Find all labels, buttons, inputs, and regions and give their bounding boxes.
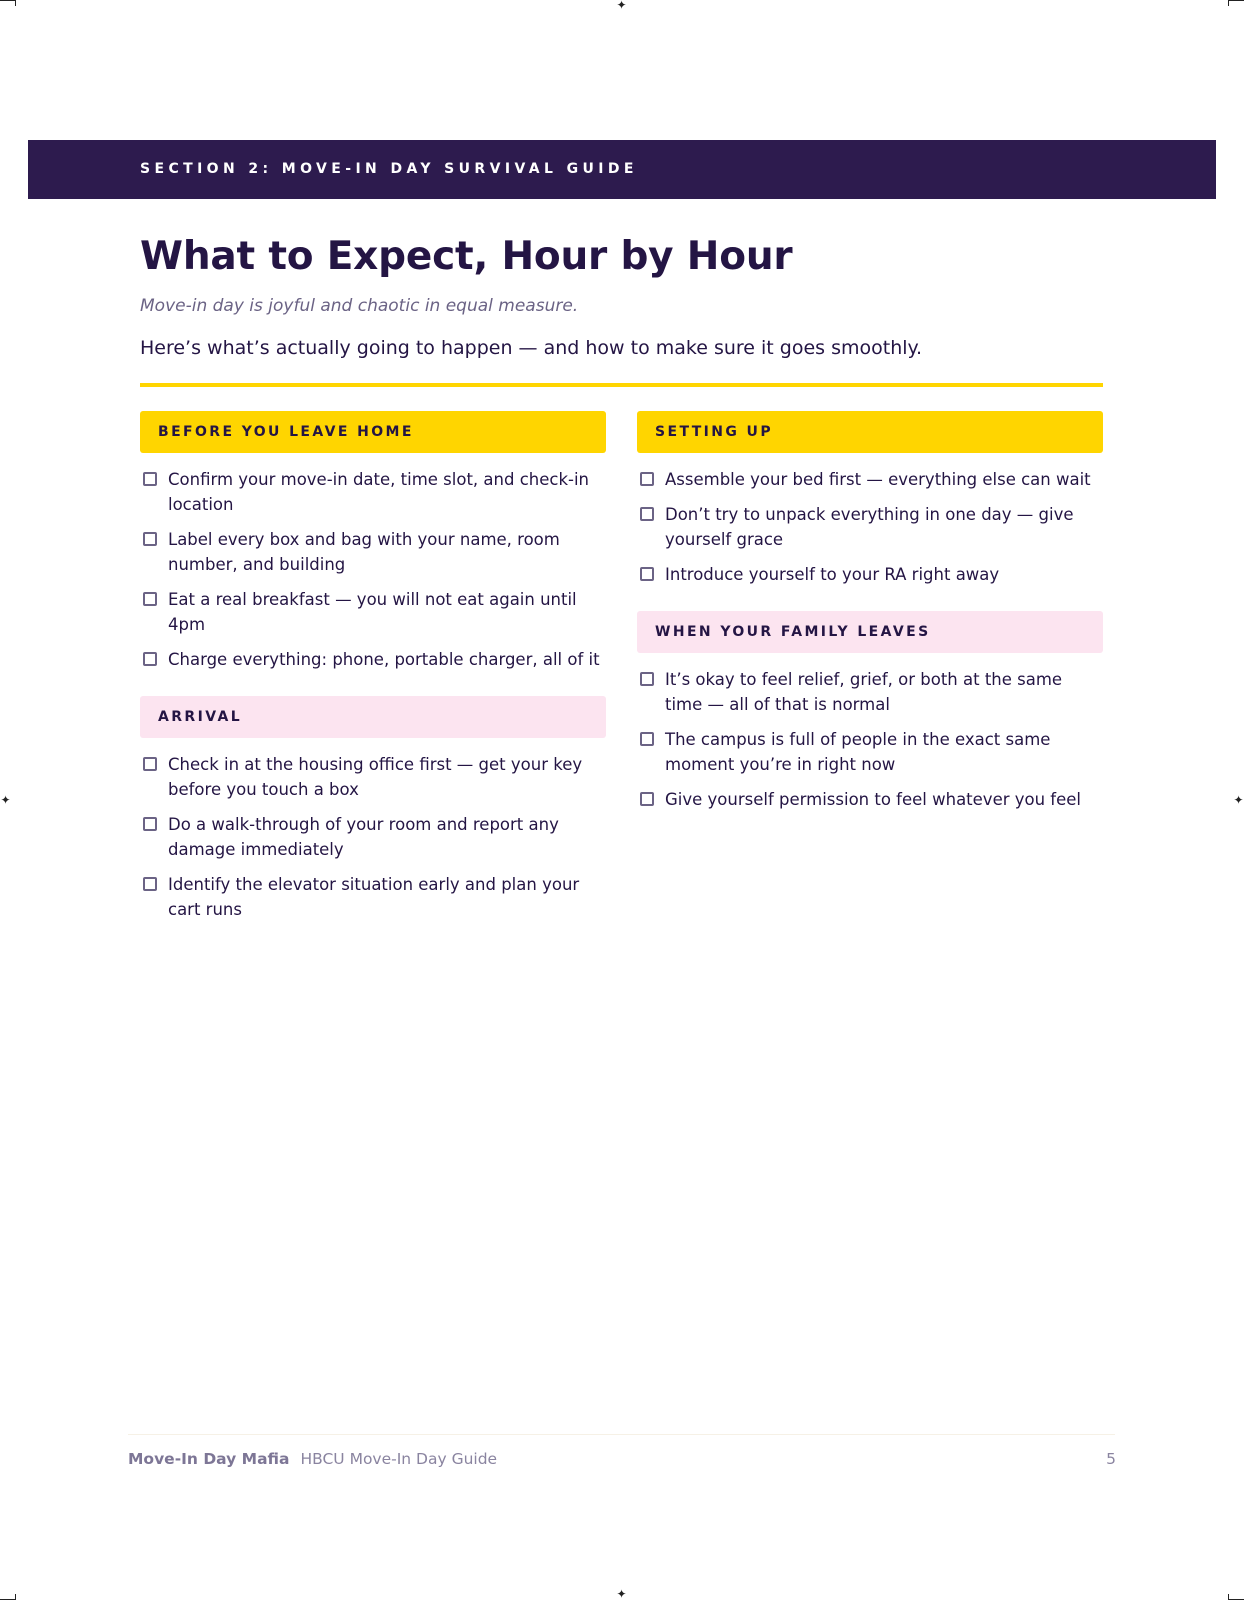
right-column bbox=[637, 411, 1103, 836]
checklist-item-text: Identify the elevator situation early and plan your cart runs bbox=[168, 875, 580, 919]
checklist-item-text: Check in at the housing office first — get your key before you touch a box bbox=[168, 755, 583, 799]
footer bbox=[128, 1450, 497, 1468]
checkbox-icon[interactable] bbox=[143, 592, 157, 606]
divider bbox=[140, 383, 1103, 387]
checkbox-icon[interactable] bbox=[640, 792, 654, 806]
checklist-item-text: Give yourself permission to feel whatever you feel bbox=[665, 790, 1082, 809]
registration-mark-icon: ✦ bbox=[616, 1587, 627, 1600]
checklist-before-you-leave bbox=[140, 467, 606, 672]
checklist-item bbox=[140, 587, 606, 637]
checklist-item-text: Label every box and bag with your name, room number, and building bbox=[168, 530, 560, 574]
crop-mark bbox=[15, 0, 16, 6]
checkbox-icon[interactable] bbox=[640, 472, 654, 486]
checklist-item-text: Eat a real breakfast — you will not eat again until 4pm bbox=[168, 590, 577, 634]
checkbox-icon[interactable] bbox=[640, 672, 654, 686]
checklist-item-text: Assemble your bed first — everything else can wait bbox=[665, 470, 1091, 489]
checklist-item-text: Introduce yourself to your RA right away bbox=[665, 565, 1000, 584]
checklist-item-text: The campus is full of people in the exact same moment you’re in right now bbox=[665, 730, 1051, 774]
checklist-item-text: Do a walk-through of your room and report any damage immediately bbox=[168, 815, 559, 859]
checkbox-icon[interactable] bbox=[640, 507, 654, 521]
registration-mark-icon: ✦ bbox=[616, 0, 627, 12]
crop-mark bbox=[15, 1594, 16, 1600]
checklist-family-leaves bbox=[637, 667, 1103, 812]
section-label: SECTION 2: MOVE-IN DAY SURVIVAL GUIDE bbox=[140, 161, 638, 177]
checklist-item bbox=[140, 872, 606, 922]
section-banner bbox=[28, 140, 1216, 199]
registration-mark-icon: ✦ bbox=[0, 793, 11, 807]
section-heading-arrival: ARRIVAL bbox=[140, 696, 606, 738]
crop-mark bbox=[1228, 1594, 1229, 1600]
checklist-item bbox=[140, 752, 606, 802]
checkbox-icon[interactable] bbox=[143, 877, 157, 891]
left-column bbox=[140, 411, 606, 946]
page-number: 5 bbox=[1106, 1450, 1116, 1468]
footer-brand: Move-In Day Mafia bbox=[128, 1450, 290, 1468]
checklist-item bbox=[140, 647, 606, 672]
checklist-arrival bbox=[140, 752, 606, 922]
page-subtitle: Move-in day is joyful and chaotic in equal measure. bbox=[140, 296, 579, 316]
checkbox-icon[interactable] bbox=[640, 567, 654, 581]
checklist-item bbox=[637, 562, 1103, 587]
checklist-item bbox=[637, 727, 1103, 777]
checklist-item bbox=[140, 527, 606, 577]
checklist-item bbox=[637, 502, 1103, 552]
checklist-item bbox=[637, 667, 1103, 717]
checklist-item bbox=[637, 787, 1103, 812]
checklist-item-text: Charge everything: phone, portable charger, all of it bbox=[168, 650, 600, 669]
checklist-item bbox=[140, 467, 606, 517]
crop-mark bbox=[1228, 0, 1229, 6]
page-title: What to Expect, Hour by Hour bbox=[140, 234, 793, 279]
section-heading-family-leaves: WHEN YOUR FAMILY LEAVES bbox=[637, 611, 1103, 653]
checklist-item bbox=[140, 812, 606, 862]
checkbox-icon[interactable] bbox=[640, 732, 654, 746]
checklist-item-text: It’s okay to feel relief, grief, or both at the same time — all of that is normal bbox=[665, 670, 1063, 714]
footer-doc-title: HBCU Move-In Day Guide bbox=[300, 1450, 498, 1468]
checkbox-icon[interactable] bbox=[143, 532, 157, 546]
intro-text: Here’s what’s actually going to happen — and how to make sure it goes smoothly. bbox=[140, 337, 923, 359]
checkbox-icon[interactable] bbox=[143, 652, 157, 666]
checklist-setting-up bbox=[637, 467, 1103, 587]
checklist-item-text: Confirm your move-in date, time slot, and check-in location bbox=[168, 470, 589, 514]
crop-mark bbox=[1228, 0, 1244, 1]
registration-mark-icon: ✦ bbox=[1233, 793, 1244, 807]
footer-divider bbox=[128, 1434, 1115, 1435]
checklist-item-text: Don’t try to unpack everything in one day — give yourself grace bbox=[665, 505, 1074, 549]
checkbox-icon[interactable] bbox=[143, 472, 157, 486]
checkbox-icon[interactable] bbox=[143, 757, 157, 771]
checkbox-icon[interactable] bbox=[143, 817, 157, 831]
checklist-item bbox=[637, 467, 1103, 492]
section-heading-setting-up: SETTING UP bbox=[637, 411, 1103, 453]
section-heading-before-you-leave: BEFORE YOU LEAVE HOME bbox=[140, 411, 606, 453]
crop-mark bbox=[0, 0, 16, 1]
